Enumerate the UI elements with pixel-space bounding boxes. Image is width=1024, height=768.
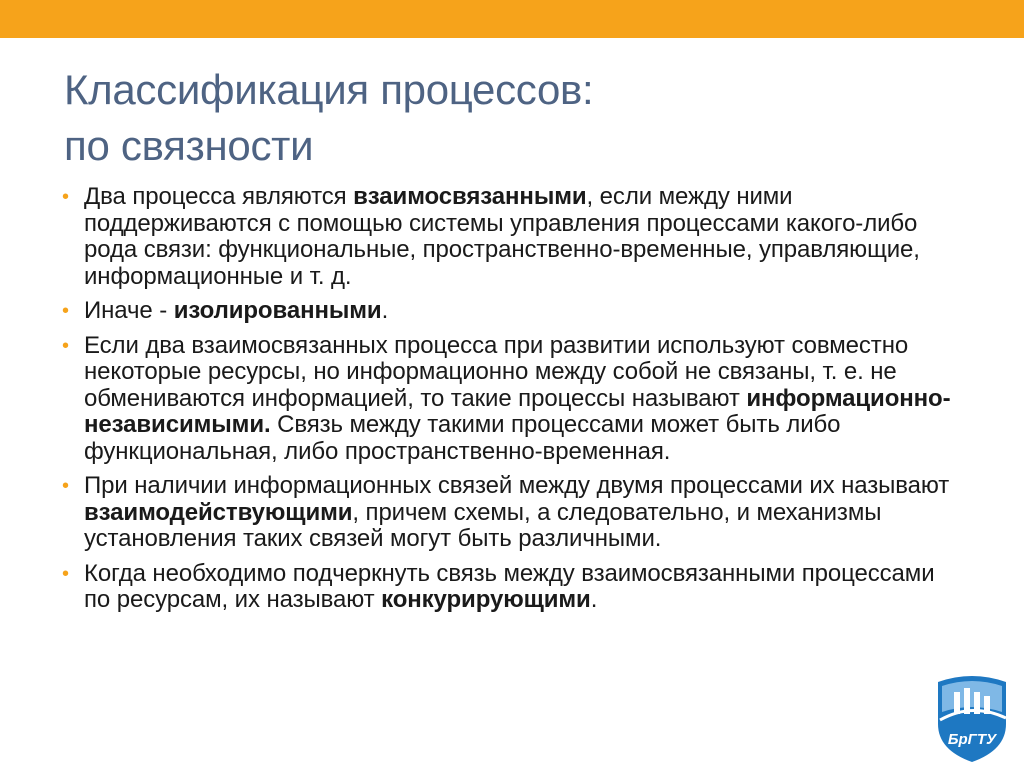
- title-line-1: Классификация процессов:: [64, 66, 594, 113]
- bullet-text: Два процесса являются: [84, 183, 354, 210]
- title-line-2: по связности: [64, 122, 314, 169]
- brgtu-logo: [930, 672, 1014, 764]
- bullet-dot-icon: •: [62, 186, 69, 208]
- logo-text: БрГТУ: [947, 731, 997, 748]
- bullet-item: [62, 298, 962, 325]
- bullet-emphasis: конкурирующими: [381, 586, 591, 613]
- bullet-dot-icon: •: [62, 475, 69, 497]
- bullet-dot-icon: •: [62, 334, 69, 357]
- bullet-item: [62, 333, 962, 466]
- bullet-text: , причем схемы, а следовательно, и механизмы установления таких связей могут быть различными.: [84, 498, 882, 552]
- bullet-text: .: [590, 586, 598, 613]
- bullet-dot-icon: •: [62, 300, 69, 322]
- bullet-emphasis: изолированными: [173, 297, 382, 324]
- bullet-item: [62, 473, 962, 553]
- bullet-text: Когда необходимо подчеркнуть связь между взаимосвязанными процессами по ресурсам, их называют: [84, 559, 935, 613]
- bullet-text: .: [381, 297, 389, 324]
- bullet-emphasis: взаимодействующими: [84, 498, 353, 526]
- brgtu-emblem-icon: [930, 672, 1014, 764]
- bullet-dot-icon: •: [62, 562, 69, 585]
- bullet-text: Иначе -: [84, 297, 174, 324]
- bullet-emphasis: взаимосвязанными: [353, 183, 587, 210]
- bullet-item: [62, 561, 962, 614]
- bullet-text: Если два взаимосвязанных процесса при развитии используют совместно некоторые ресурсы, но информационно между собой не связаны, т. е. не обмениваются информацией, то такие процессы называют: [84, 331, 909, 412]
- slide-title: [64, 62, 964, 174]
- bullet-item: [62, 184, 962, 290]
- bullet-emphasis: информационно-независимыми.: [84, 384, 951, 438]
- bullet-text: Связь между такими процессами может быть либо функциональная, либо пространственно-временная.: [84, 411, 841, 465]
- bullet-text: При наличии информационных связей между двумя процессами их называют: [84, 472, 950, 499]
- bullet-text: , если между ними поддерживаются с помощью системы управления процессами какого-либо рода связи: функциональные, пространственно-временные, управляющие, информационные и т. д.: [84, 183, 920, 290]
- bullet-list: [62, 184, 962, 622]
- top-accent-bar: [0, 0, 1024, 38]
